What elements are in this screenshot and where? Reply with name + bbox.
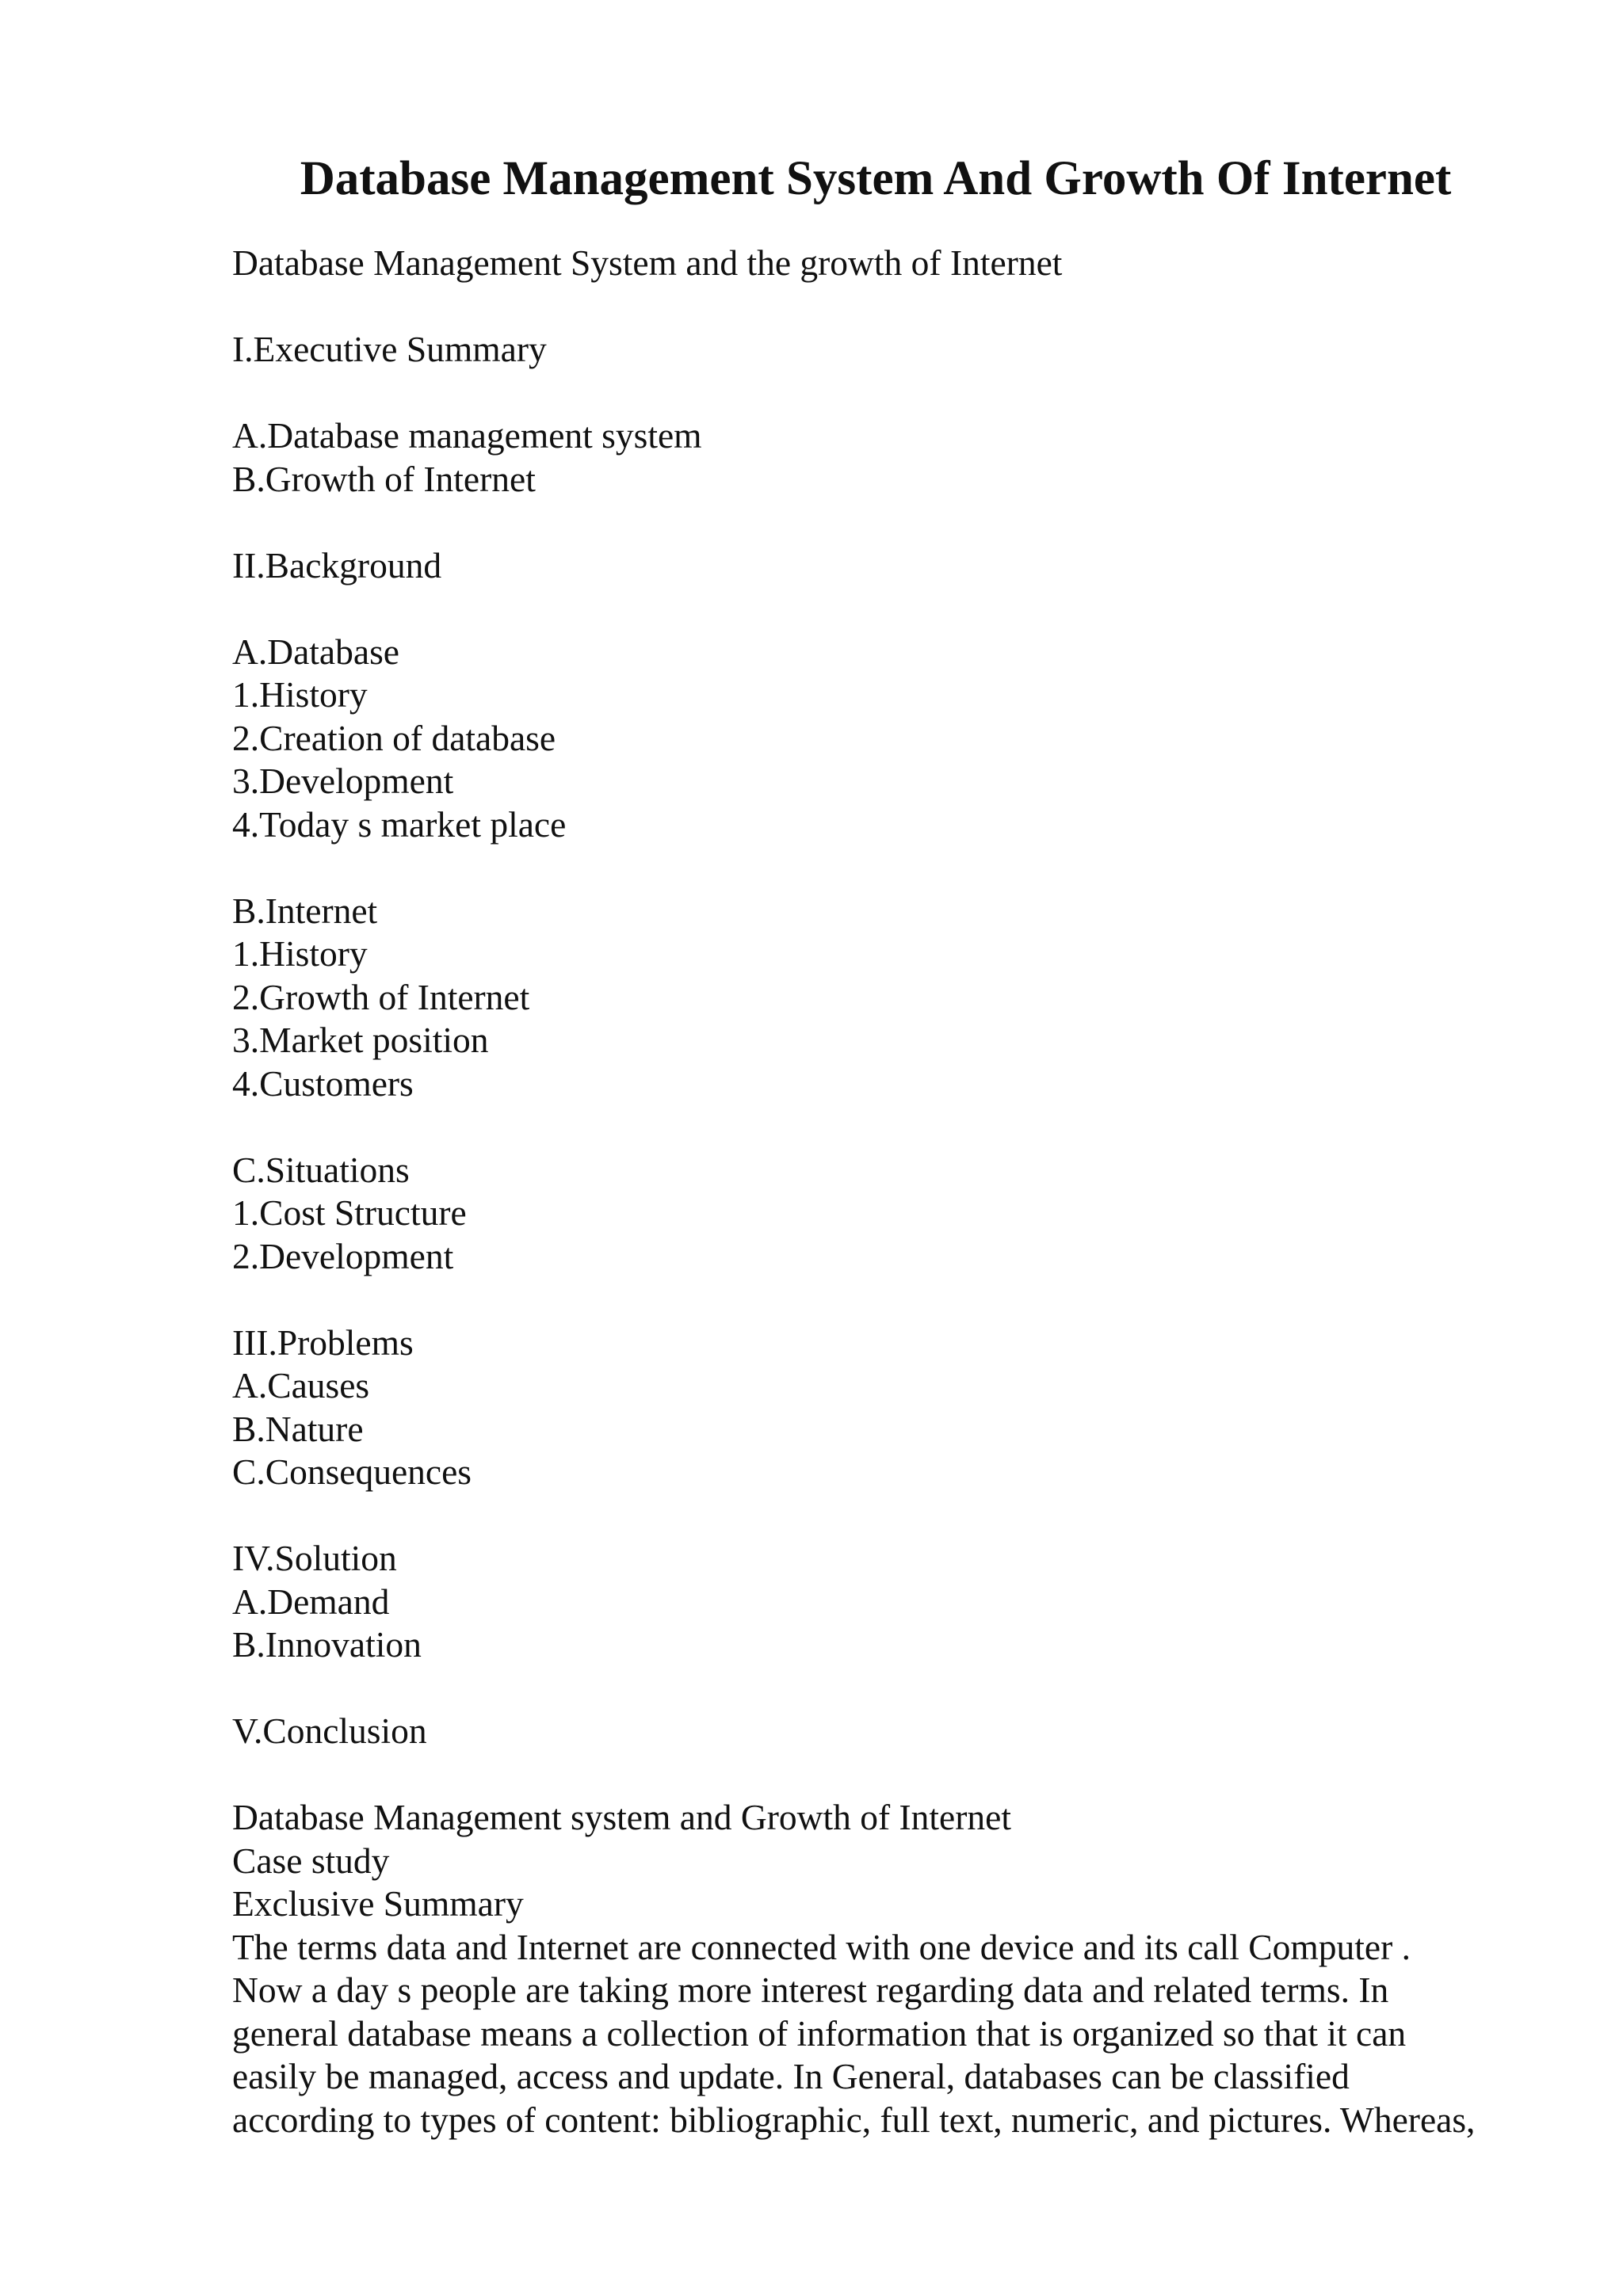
outline-item: 1.Cost Structure — [232, 1192, 467, 1233]
outline-item: 4.Today s market place — [232, 803, 567, 845]
blank-line — [232, 285, 1532, 329]
outline-item: A.Demand — [232, 1581, 390, 1622]
document-subtitle: Database Management System and the growth of Internet — [232, 242, 1063, 283]
outline-item: 2.Development — [232, 1235, 454, 1276]
outline-item: B.Growth of Internet — [232, 458, 536, 499]
blank-line — [232, 846, 1532, 890]
outline-heading-problems: III.Problems — [232, 1322, 414, 1363]
outline-subheading-internet: B.Internet — [232, 890, 378, 931]
outline-item: 2.Growth of Internet — [232, 976, 530, 1017]
blank-line — [232, 587, 1532, 631]
summary-label: Exclusive Summary — [232, 1883, 524, 1924]
outline-item: C.Consequences — [232, 1451, 472, 1492]
outline-item: 3.Development — [232, 761, 454, 801]
outline-subheading-situations: C.Situations — [232, 1149, 410, 1190]
outline-item: 2.Creation of database — [232, 717, 556, 758]
blank-line — [232, 1494, 1532, 1538]
document-body — [232, 242, 1532, 2142]
outline-heading-background: II.Background — [232, 544, 442, 585]
case-study-label: Case study — [232, 1840, 390, 1881]
blank-line — [232, 1753, 1532, 1797]
paragraph-line: according to types of content: bibliographic, full text, numeric, and pictures. Whereas, — [232, 2099, 1476, 2140]
outline-subheading-database: A.Database — [232, 631, 399, 672]
outline-item: B.Innovation — [232, 1624, 422, 1665]
outline-item: 3.Market position — [232, 1020, 489, 1060]
paragraph-line: general database means a collection of information that is organized so that it can — [232, 2012, 1407, 2054]
outline-item: A.Database management system — [232, 415, 702, 456]
paragraph-line: easily be managed, access and update. In General, databases can be classified — [232, 2056, 1350, 2096]
blank-line — [232, 1105, 1532, 1149]
blank-line — [232, 372, 1532, 415]
outline-item: 1.History — [232, 933, 368, 974]
paragraph-line: Now a day s people are taking more interest regarding data and related terms. In — [232, 1970, 1389, 2010]
outline-item: B.Nature — [232, 1408, 364, 1449]
outline-item: 4.Customers — [232, 1062, 414, 1104]
outline-item: 1.History — [232, 674, 368, 715]
blank-line — [232, 1667, 1532, 1711]
outline-heading-solution: IV.Solution — [232, 1538, 397, 1578]
outline-heading-conclusion: V.Conclusion — [232, 1711, 427, 1751]
outline-item: A.Causes — [232, 1365, 370, 1405]
case-study-heading: Database Management system and Growth of Internet — [232, 1797, 1011, 1837]
paragraph-line: The terms data and Internet are connected with one device and its call Computer . — [232, 1926, 1411, 1967]
document-title: Database Management System And Growth Of Internet — [300, 152, 1452, 205]
blank-line — [232, 501, 1532, 544]
outline-heading-executive-summary: I.Executive Summary — [232, 329, 547, 369]
blank-line — [232, 1278, 1532, 1322]
